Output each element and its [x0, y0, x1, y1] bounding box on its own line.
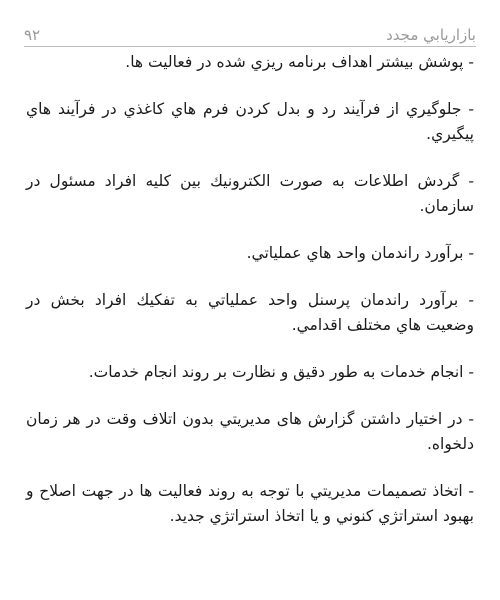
list-item: - برآورد راندمان پرسنل واحد عملياتي به تفكيك افراد بخش در وضعيت هاي مختلف اقدامي.: [26, 291, 474, 334]
list-item: - جلوگيري از فرآيند رد و بدل كردن فرم هاي كاغذي در فرآيند هاي پيگيري.: [26, 100, 474, 143]
running-title: بازاريابي مجدد: [386, 26, 476, 44]
list-item: - اتخاذ تصميمات مديريتي با توجه به روند فعاليت ها در جهت اصلاح و بهبود استراتژي كنوني و يا اتخاذ استراتژي جديد.: [26, 482, 474, 525]
list-item: - پوشش بيشتر اهداف برنامه ريزي شده در فعاليت ها.: [125, 53, 474, 71]
page-header: [24, 18, 476, 44]
list-item: - گردش اطلاعات به صورت الكترونيك بين كليه افراد مسئول در سازمان.: [26, 172, 474, 215]
list-item: - برآورد راندمان واحد هاي عملياتي.: [246, 244, 474, 262]
list-item: - در اختيار داشتن گزارش هاى مديريتي بدون اتلاف وقت در هر زمان دلخواه.: [26, 410, 474, 453]
header-divider: [24, 46, 476, 47]
list-item: - انجام خدمات به طور دقيق و نظارت بر روند انجام خدمات.: [88, 363, 474, 381]
bullet-list: [26, 50, 474, 551]
page-number: ۹۲: [24, 26, 41, 44]
